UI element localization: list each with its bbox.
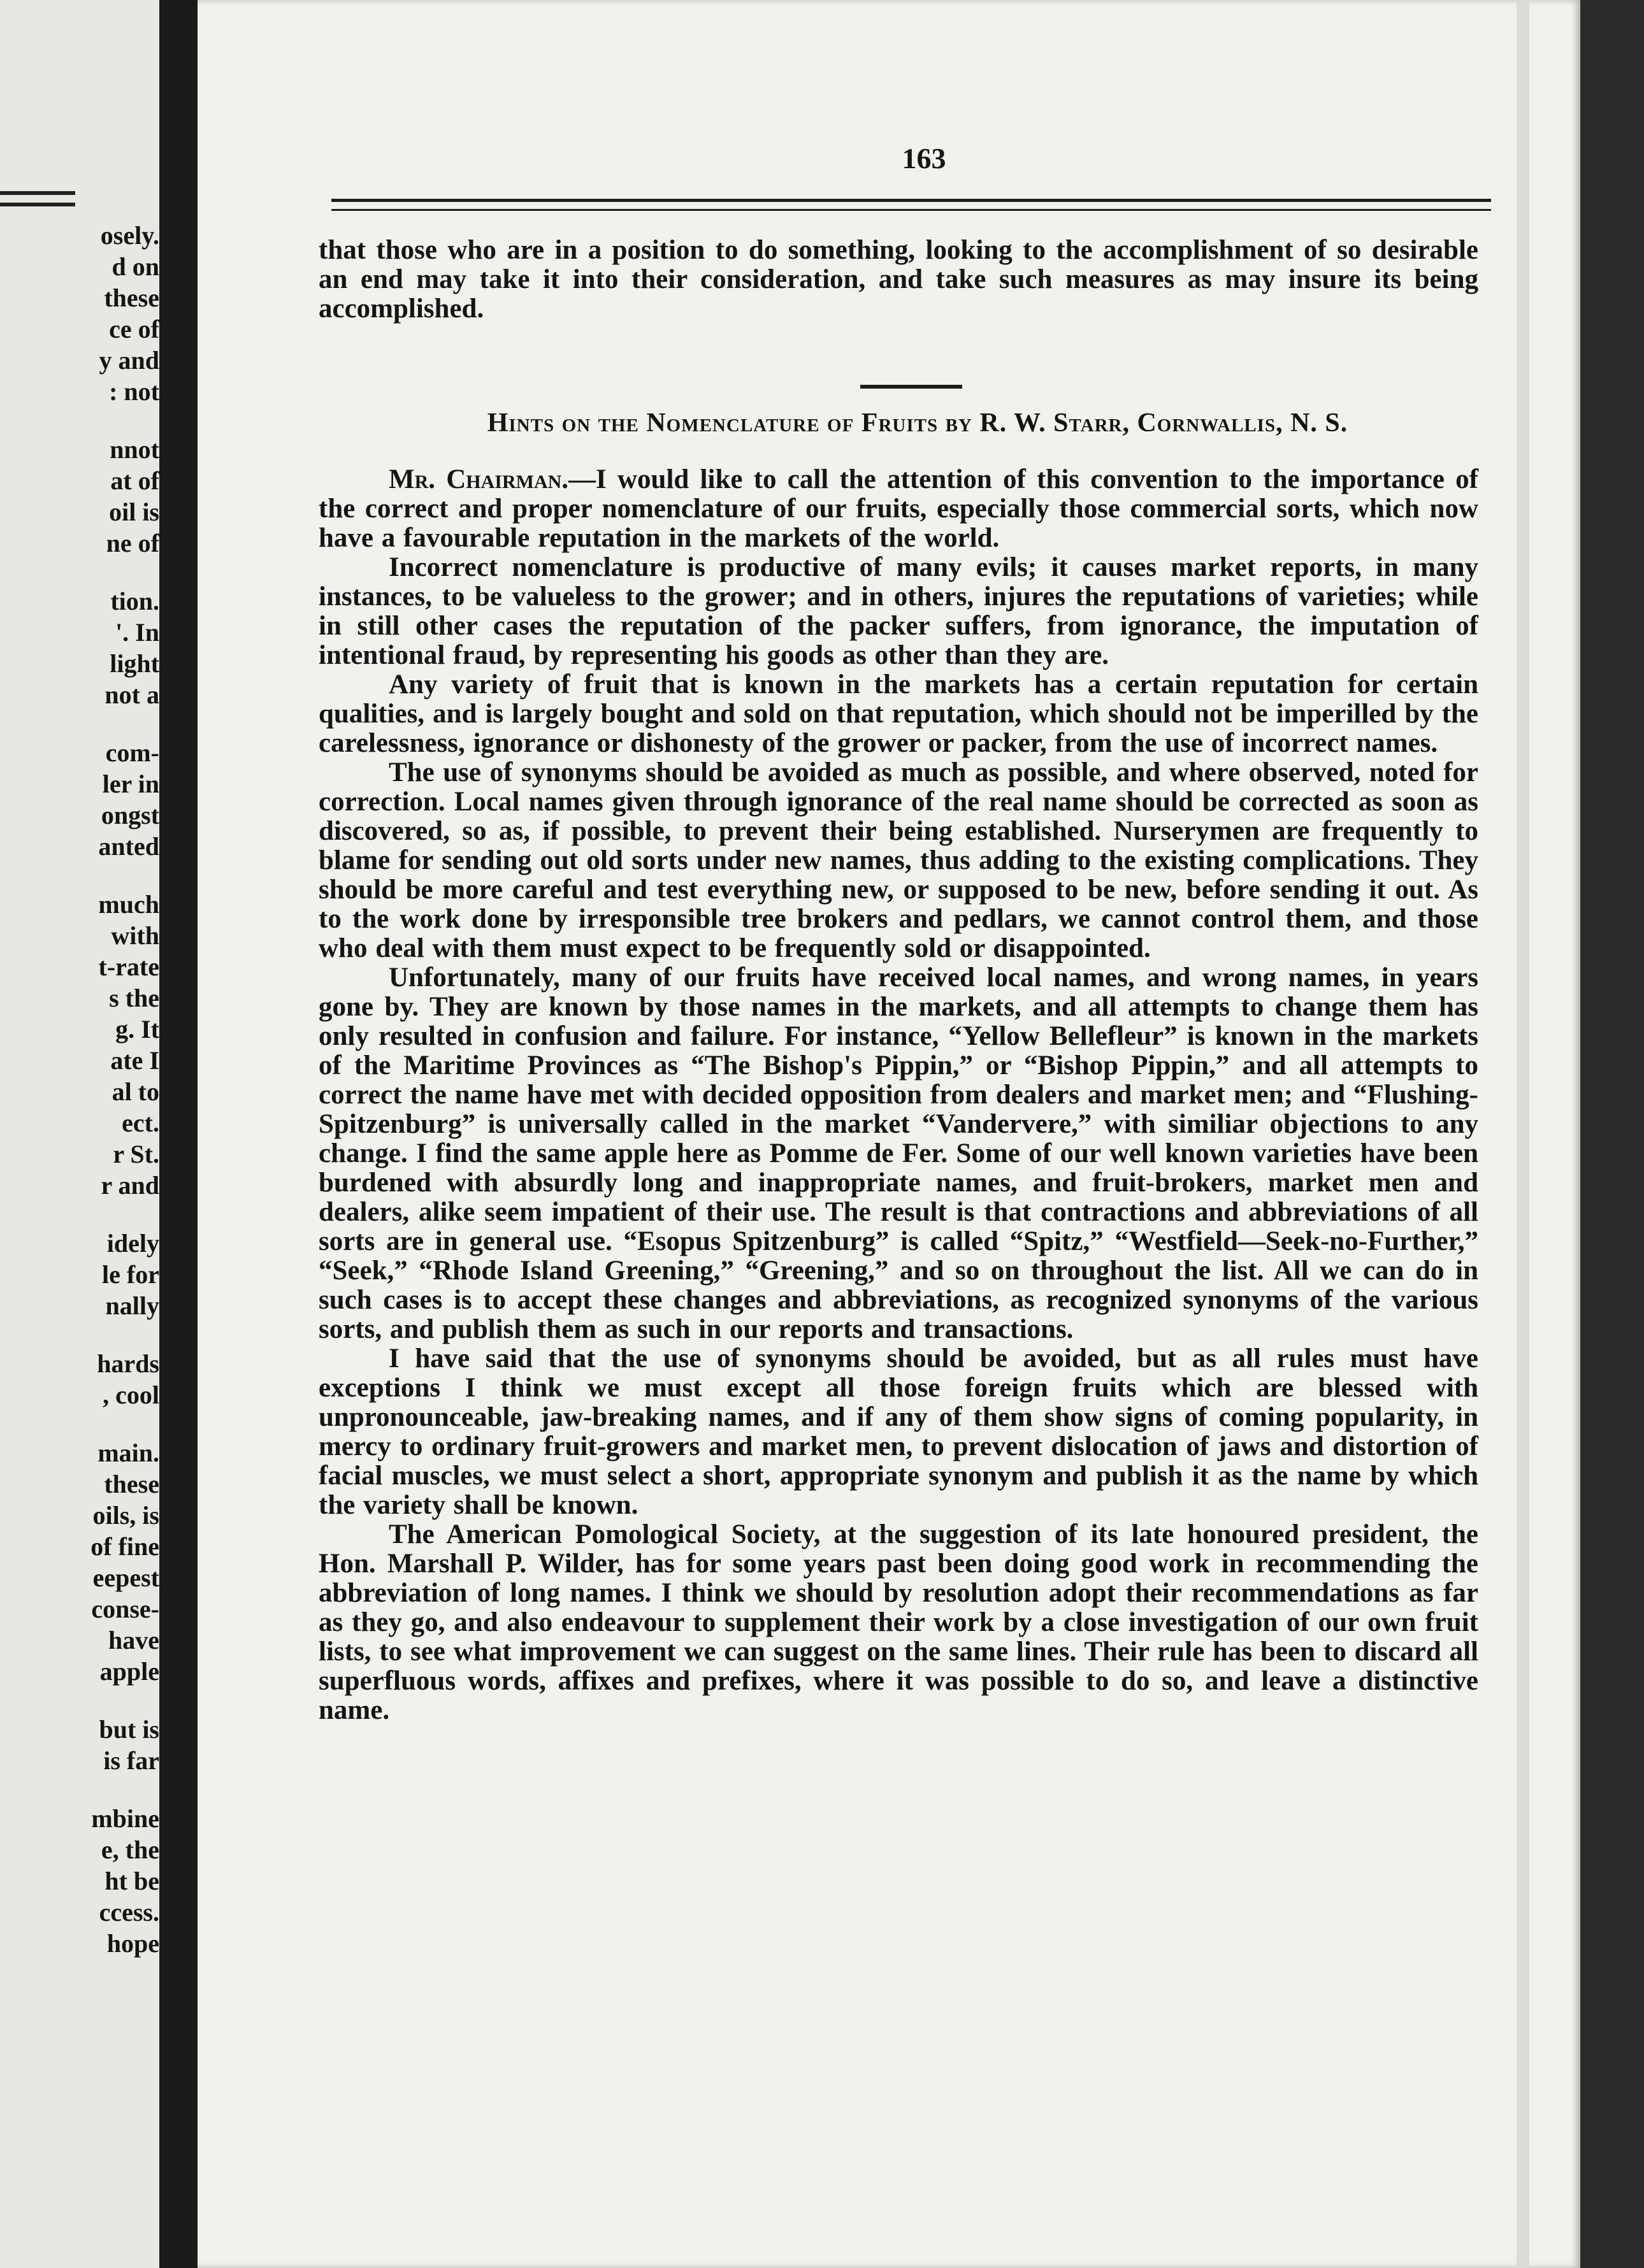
facing-page-text-fragment: y and (99, 346, 159, 375)
facing-page-text-fragment: e, the (101, 1835, 159, 1864)
article-body (319, 465, 1478, 1725)
facing-page-text-fragment: idely (106, 1229, 159, 1258)
facing-page-text-fragment: osely. (100, 221, 159, 250)
facing-page-text-fragment: tion. (110, 587, 159, 615)
paragraph-5: Unfortunately, many of our fruits have received local names, and wrong names, in years gone by. They are known by those names in the markets, and all attempts to change them has only resulted in confusion and failure. For instance, “Yellow Bellefleur” is known in the markets of the Maritime Provinces as “The Bishop's Pippin,” or “Bishop Pippin,” and all attempts to correct the name have met with decided opposition from dealers and market men; and “Flushing-Spitzenburg” is universally called in the market “Vandervere,” with similiar objections to any change. I find the same apple here as Pomme de Fer. Some of our well known varieties have been burdened with absurdly long and inappropriate names, and fruit-brokers, market men and dealers, alike seem impatient of their use. The result is that contractions and abbreviations of all sorts are in general use. “Esopus Spitzenburg” is called “Spitz,” “Westfield—Seek-no-Further,” “Seek,” “Rhode Island Greening,” “Greening,” and so on throughout the list. All we can do in such cases is to accept these changes and abbreviations, as recognized synonyms of the various sorts, and publish them as such in our reports and transactions. (319, 963, 1478, 1344)
intro-paragraph-block (319, 236, 1478, 324)
article-heading: Hints on the Nomenclature of Fruits by R. W. Starr, Cornwallis, N. S. (487, 408, 1348, 438)
facing-page-text-fragment: com- (105, 738, 159, 767)
facing-page-text-fragment: eepest (92, 1563, 159, 1592)
paragraph-7: The American Pomological Society, at the suggestion of its late honoured president, the Hon. Marshall P. Wilder, has for some years past been doing good work in recommending the abbreviation of long names. I think we should by resolution adopt their recommendations as far as they go, and also endeavour to supplement their work by a close investigation of our own fruit lists, to see what improvement we can suggest on the same lines. Their rule has been to discard all superfluous words, affixes and prefixes, where it was possible to do so, and leave a distinctive name. (319, 1519, 1478, 1725)
facing-page-text-fragment: apple (99, 1657, 159, 1686)
facing-page-text-fragment: but is (99, 1715, 159, 1744)
facing-page-text-fragment: oil is (109, 498, 159, 526)
facing-page-fragment (0, 0, 159, 2268)
facing-page-text-fragment: light (110, 649, 159, 678)
book-page (198, 0, 1580, 2268)
facing-page-text-fragment: '. In (115, 618, 159, 647)
facing-page-text-fragment: ne of (106, 529, 159, 557)
facing-page-text-fragment: t-rate (98, 952, 159, 981)
section-separator (860, 385, 962, 389)
facing-page-text-fragment: hards (97, 1349, 159, 1378)
facing-page-text-fragment: these (104, 284, 159, 312)
paragraph-4: The use of synonyms should be avoided as much as possible, and where observed, noted for correction. Local names given through ignorance of the real name should be corrected as soon as discovered, so as, if possible, to prevent their being established. Nurserymen are frequently to blame for sending out old sorts under new names, thus adding to the existing complications. They should be more careful and test everything new, or supposed to be new, before sending it out. As to the work done by irresponsible tree brokers and pedlars, we cannot control them, and those who deal with them must expect to be frequently sold or disappointed. (319, 757, 1478, 963)
salutation: Mr. Chairman. (389, 464, 569, 494)
facing-page-text-fragment: al to (112, 1077, 159, 1106)
facing-page-text-fragment: le for (102, 1260, 159, 1289)
facing-page-text-fragment: oils, is (92, 1501, 159, 1530)
facing-page-text-fragment: ect. (122, 1109, 159, 1137)
facing-page-text-fragment: hope (106, 1929, 159, 1958)
facing-page-text-fragment: conse- (91, 1595, 159, 1623)
facing-page-text-fragment: ler in (102, 770, 159, 798)
facing-page-rule (0, 203, 75, 206)
facing-page-text-fragment: main. (97, 1439, 159, 1467)
facing-page-text-fragment: with (111, 921, 159, 950)
facing-page-text-fragment: of fine (90, 1532, 159, 1561)
page-number: 163 (902, 142, 946, 175)
header-rule (331, 199, 1491, 202)
facing-page-text-fragment: ht be (105, 1867, 159, 1895)
header-rule (331, 209, 1491, 211)
facing-page-text-fragment: nnot (110, 435, 159, 464)
facing-page-text-fragment: g. It (115, 1015, 159, 1044)
facing-page-text-fragment: is far (103, 1746, 159, 1775)
paragraph-6: I have said that the use of synonyms should be avoided, but as all rules must have exceptions I think we must except all those foreign fruits which are blessed with unpronounceable, jaw-breaking names, and if any of them show signs of coming popularity, in mercy to ordinary fruit-growers and market men, to prevent dislocation of jaws and distortion of facial muscles, we must select a short, appropriate synonym and publish it as the name by which the variety shall be known. (319, 1344, 1478, 1520)
facing-page-text-fragment: at of (110, 466, 159, 495)
paragraph-2: Incorrect nomenclature is productive of many evils; it causes market reports, in many instances, to be valueless to the grower; and in others, injures the reputations of varieties; while in still other cases the reputation of the packer suffers, from ignorance, the imputation of intentional fraud, by representing his goods as other than they are. (319, 552, 1478, 670)
facing-page-text-fragment: ate I (110, 1046, 159, 1075)
book-gutter (159, 0, 198, 2268)
facing-page-text-fragment: : not (109, 377, 159, 406)
page-edge (1517, 0, 1529, 2268)
facing-page-text-fragment: r and (101, 1171, 159, 1200)
facing-page-text-fragment: nally (105, 1291, 159, 1320)
paragraph-1: Mr. Chairman.—I would like to call the attention of this convention to the importance of the correct and proper nomenclature of our fruits, especially those commercial sorts, which now have a favourable reputation in the markets of the world. (319, 464, 1479, 553)
facing-page-text-fragment: r St. (113, 1140, 159, 1168)
facing-page-text-fragment: anted (98, 832, 159, 861)
facing-page-text-fragment: ce of (109, 315, 159, 343)
facing-page-text-fragment: ccess. (99, 1898, 159, 1927)
intro-paragraph: that those who are in a position to do something, looking to the accomplishment of so desirable an end may take it into their consideration, and take such measures as may insure its being accomplished. (319, 235, 1478, 324)
facing-page-text-fragment: have (108, 1626, 159, 1654)
paragraph-3: Any variety of fruit that is known in the markets has a certain reputation for certain qualities, and is largely bought and sold on that reputation, which should not be imperilled by the carelessness, ignorance or dishonesty of the grower or packer, from the use of incorrect names. (319, 670, 1478, 758)
facing-page-text-fragment: much (98, 890, 159, 919)
facing-page-text-fragment: mbine (91, 1804, 159, 1833)
facing-page-rule (0, 191, 75, 195)
facing-page-text-fragment: these (104, 1470, 159, 1498)
facing-page-text-fragment: , cool (103, 1381, 159, 1409)
facing-page-text-fragment: ongst (101, 801, 159, 829)
facing-page-text-fragment: s the (109, 984, 159, 1012)
facing-page-text-fragment: not a (105, 680, 159, 709)
facing-page-text-fragment: d on (112, 252, 159, 281)
